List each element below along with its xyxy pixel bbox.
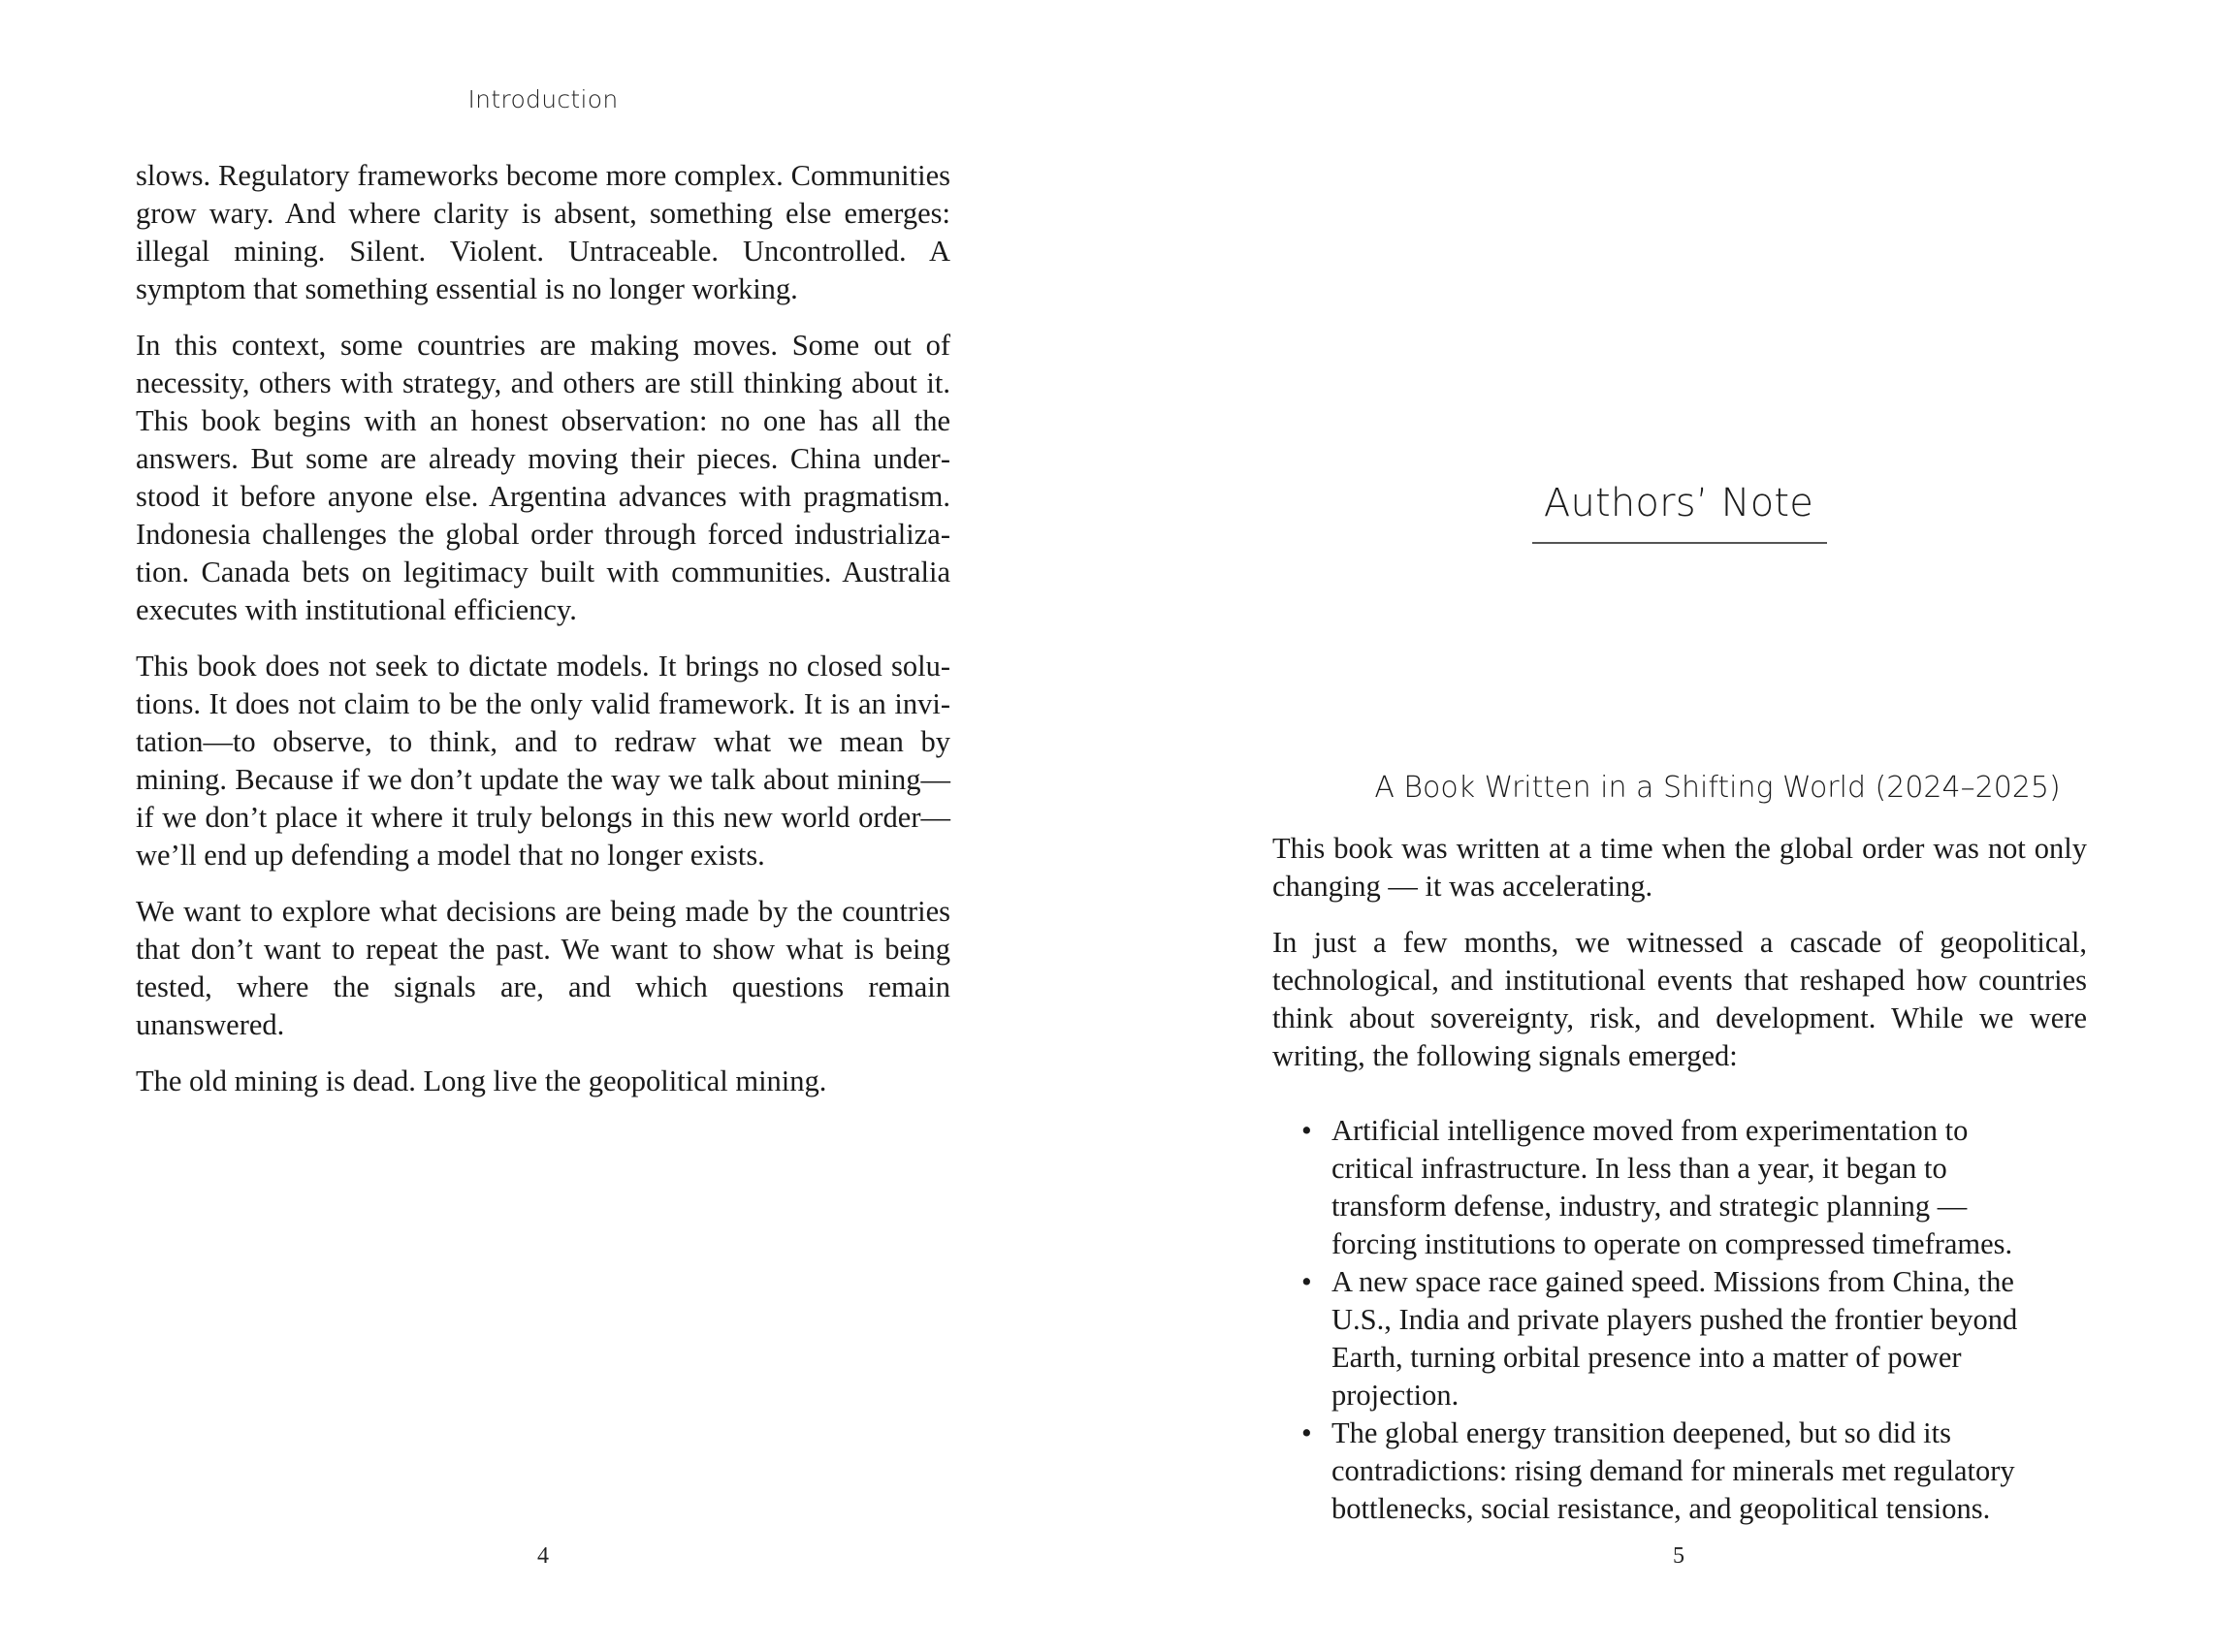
right-page-body (1272, 830, 2087, 1094)
paragraph: slows. Regulatory frameworks become more complex. Communities grow wary. And where clarity is absent, something else emerges: illegal mining. Silent. Violent. Untraceable. Uncontrolled. A symptom that something essential is no longer working. (136, 159, 950, 305)
list-item: • A new space race gained speed. Missions from China, the U.S., India and private players pushed the frontier beyond Earth, turning orbital presence into a matter of power projection. (1272, 1263, 2030, 1414)
paragraph: This book does not seek to dictate models. It brings no closed solutions. It does not claim to be the only valid framework. It is an invitation—to observe, to think, and to redraw what we mean by mining. Because if we don’t update the way we talk about mining— if we don’t place it where it truly belongs in this new world order— we’ll end up defending a model that no longer exists. (136, 650, 950, 872)
paragraph: In this context, some countries are making moves. Some out of necessity, others with strategy, and others are still thinking about it. This book begins with an honest observation: no one has all the answers. But some are already moving their pieces. China understood it before anyone else. Argentina advances with pragmatism. Indonesia challenges the global order through forced industrialization. Canada bets on legitimacy built with communities. Australia executes with institutional efficiency. (136, 329, 950, 626)
page-number: 5 (1673, 1543, 1684, 1569)
paragraph: We want to explore what decisions are being made by the countries that don’t want to repeat the past. We want to show what is being tested, where the signals are, and which questions remain unanswered. (136, 895, 950, 1041)
running-head: Introduction (467, 85, 619, 113)
section-subtitle: A Book Written in a Shifting World (2024–2025) (1374, 771, 2061, 805)
list-item: • The global energy transition deepened, but so did its contradictions: rising demand for minerals met regulatory bottlenecks, social resistance, and geopolitical tensions. (1272, 1414, 2030, 1528)
left-page-body (136, 157, 950, 1119)
paragraph: The old mining is dead. Long live the geopolitical mining. (136, 1064, 827, 1097)
paragraph: This book was written at a time when the global order was not only changing — it was accelerating. (1272, 832, 2087, 903)
left-page (0, 0, 1106, 1652)
paragraph: In just a few months, we witnessed a cascade of geopolitical, technological, and institutional events that reshaped how countries think about sovereignty, risk, and development. While we were writing, the following signals emerged: (1272, 926, 2087, 1072)
list-item: • Artificial intelligence moved from experimentation to critical infrastructure. In less than a year, it began to transform defense, industry, and strategic planning — forcing institutions to operate on compressed timeframes. (1272, 1112, 2030, 1263)
bullet-list (1272, 1112, 2087, 1528)
section-title: Authors’ Note (1543, 481, 1814, 525)
page-number: 4 (537, 1543, 549, 1569)
right-page (1106, 0, 2213, 1652)
title-underline (1532, 542, 1827, 544)
